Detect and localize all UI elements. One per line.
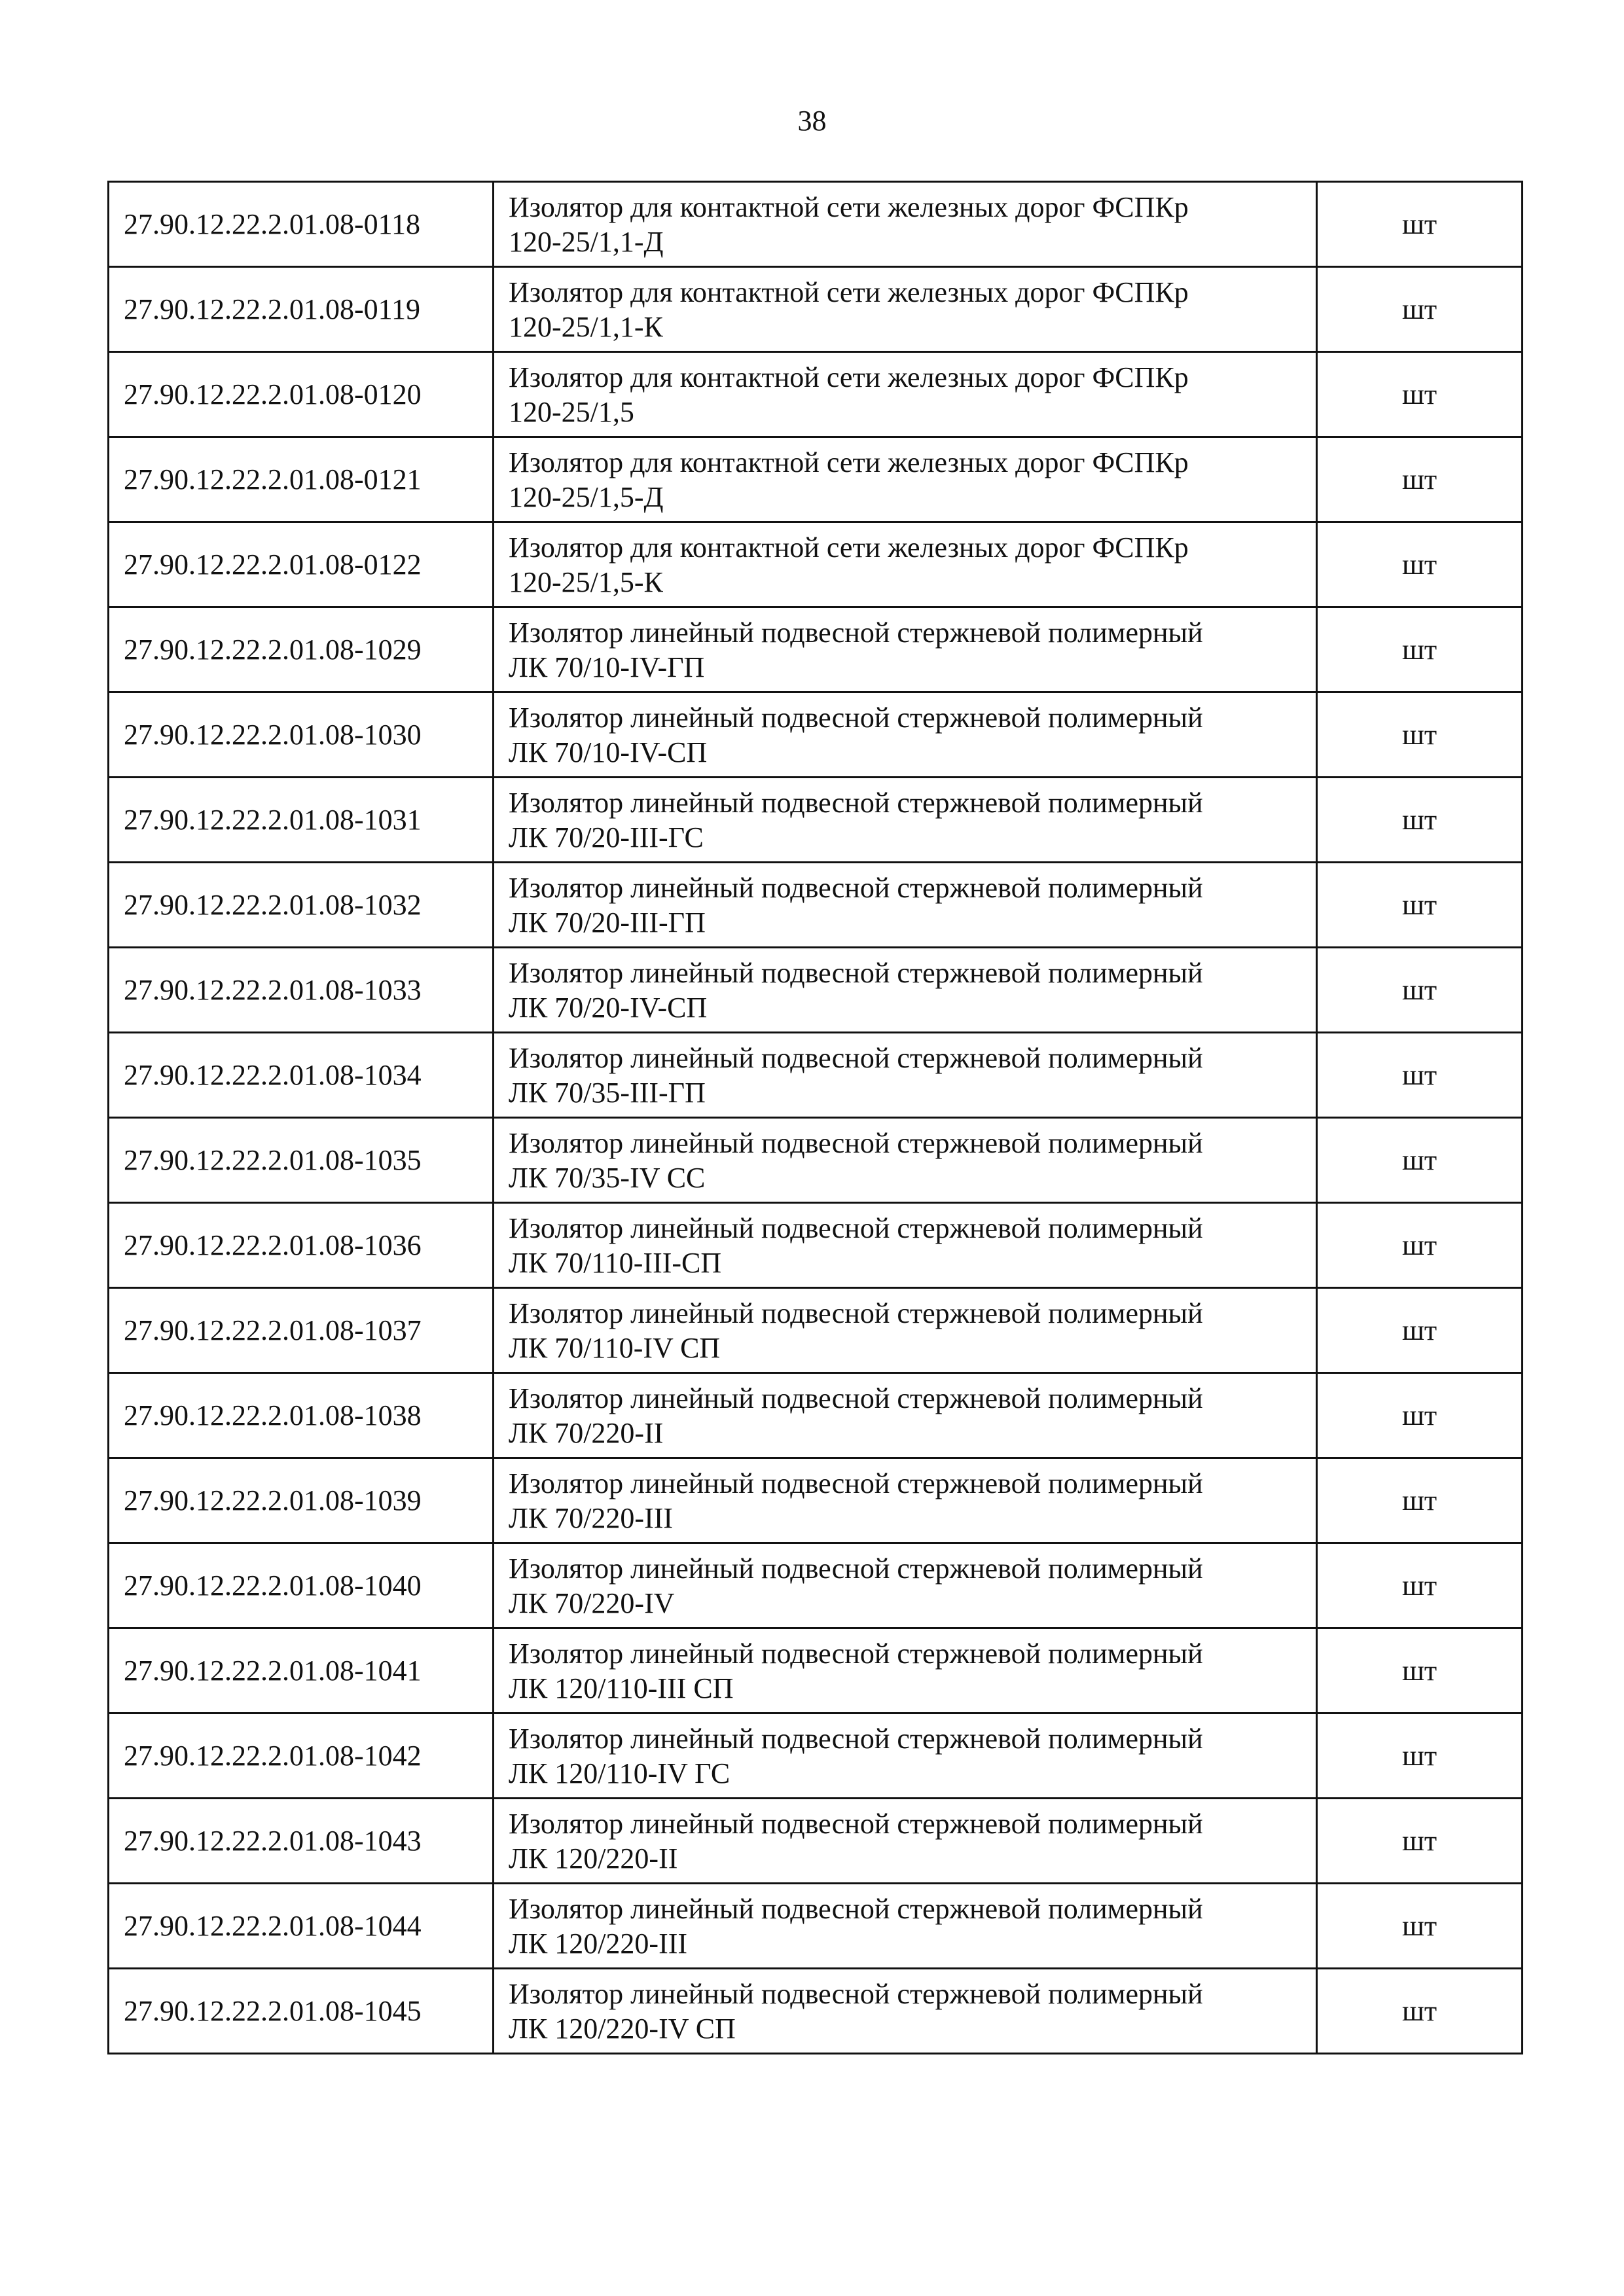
unit-cell: шт xyxy=(1317,437,1523,522)
code-cell: 27.90.12.22.2.01.08-1031 xyxy=(109,778,494,863)
unit-cell: шт xyxy=(1317,607,1523,692)
name-line-2: ЛК 70/10-IV-СП xyxy=(509,736,708,768)
code-cell: 27.90.12.22.2.01.08-1038 xyxy=(109,1373,494,1458)
code-cell: 27.90.12.22.2.01.08-1037 xyxy=(109,1288,494,1373)
unit-cell: шт xyxy=(1317,1458,1523,1543)
name-line-1: Изолятор линейный подвесной стержневой полимерный xyxy=(509,1722,1203,1755)
code-cell: 27.90.12.22.2.01.08-1032 xyxy=(109,863,494,948)
table-row xyxy=(109,1033,1523,1118)
table-row xyxy=(109,692,1523,778)
code-cell: 27.90.12.22.2.01.08-1041 xyxy=(109,1628,494,1713)
code-cell: 27.90.12.22.2.01.08-1035 xyxy=(109,1118,494,1203)
unit-cell: шт xyxy=(1317,1203,1523,1288)
name-line-1: Изолятор линейный подвесной стержневой полимерный xyxy=(509,1467,1203,1499)
table-row xyxy=(109,1118,1523,1203)
name-cell xyxy=(494,1033,1317,1118)
code-cell: 27.90.12.22.2.01.08-0119 xyxy=(109,267,494,352)
table-row xyxy=(109,948,1523,1033)
name-cell xyxy=(494,437,1317,522)
name-line-1: Изолятор для контактной сети железных дорог ФСПКр xyxy=(509,531,1189,564)
name-line-2: ЛК 70/220-III xyxy=(509,1501,674,1534)
name-line-1: Изолятор для контактной сети железных дорог ФСПКр xyxy=(509,446,1189,478)
name-line-2: ЛК 70/35-III-ГП xyxy=(509,1076,706,1109)
name-cell xyxy=(494,522,1317,607)
table-row xyxy=(109,1628,1523,1713)
name-line-2: 120-25/1,1-К xyxy=(509,310,663,343)
unit-cell: шт xyxy=(1317,182,1523,267)
code-cell: 27.90.12.22.2.01.08-1042 xyxy=(109,1713,494,1799)
table-row xyxy=(109,1969,1523,2054)
name-line-2: ЛК 120/110-III СП xyxy=(509,1672,734,1704)
name-line-1: Изолятор линейный подвесной стержневой полимерный xyxy=(509,1892,1203,1925)
name-line-2: 120-25/1,5-К xyxy=(509,565,663,598)
name-line-2: ЛК 120/220-III xyxy=(509,1927,688,1960)
name-line-2: 120-25/1,5-Д xyxy=(509,480,664,513)
name-line-1: Изолятор линейный подвесной стержневой полимерный xyxy=(509,1807,1203,1840)
table-row xyxy=(109,267,1523,352)
name-cell xyxy=(494,352,1317,437)
name-line-2: ЛК 120/220-II xyxy=(509,1842,678,1874)
name-line-1: Изолятор линейный подвесной стержневой полимерный xyxy=(509,1297,1203,1329)
name-cell xyxy=(494,1203,1317,1288)
unit-cell: шт xyxy=(1317,1118,1523,1203)
unit-cell: шт xyxy=(1317,1884,1523,1969)
name-line-1: Изолятор линейный подвесной стержневой полимерный xyxy=(509,1637,1203,1670)
unit-cell: шт xyxy=(1317,1543,1523,1628)
page-number: 38 xyxy=(797,105,827,137)
name-line-1: Изолятор для контактной сети железных дорог ФСПКр xyxy=(509,276,1189,308)
name-cell xyxy=(494,1969,1317,2054)
table-row xyxy=(109,352,1523,437)
table-row xyxy=(109,1458,1523,1543)
name-line-2: ЛК 70/35-IV СС xyxy=(509,1161,706,1194)
code-cell: 27.90.12.22.2.01.08-0122 xyxy=(109,522,494,607)
name-line-1: Изолятор линейный подвесной стержневой полимерный xyxy=(509,1552,1203,1585)
name-line-2: ЛК 70/110-III-СП xyxy=(509,1246,722,1279)
unit-cell: шт xyxy=(1317,1628,1523,1713)
unit-cell: шт xyxy=(1317,522,1523,607)
table-row xyxy=(109,522,1523,607)
name-cell xyxy=(494,607,1317,692)
code-cell: 27.90.12.22.2.01.08-0121 xyxy=(109,437,494,522)
table-row xyxy=(109,437,1523,522)
unit-cell: шт xyxy=(1317,948,1523,1033)
name-line-1: Изолятор для контактной сети железных дорог ФСПКр xyxy=(509,190,1189,223)
name-cell xyxy=(494,1543,1317,1628)
name-cell xyxy=(494,778,1317,863)
name-line-2: ЛК 70/20-IV-СП xyxy=(509,991,708,1024)
name-line-2: ЛК 70/10-IV-ГП xyxy=(509,651,705,683)
name-line-2: ЛК 70/20-III-ГП xyxy=(509,906,706,939)
table-row xyxy=(109,1373,1523,1458)
code-cell: 27.90.12.22.2.01.08-1039 xyxy=(109,1458,494,1543)
name-cell xyxy=(494,1713,1317,1799)
name-line-2: ЛК 70/220-IV xyxy=(509,1587,675,1619)
code-cell: 27.90.12.22.2.01.08-1033 xyxy=(109,948,494,1033)
resource-table xyxy=(107,181,1523,2054)
unit-cell: шт xyxy=(1317,863,1523,948)
name-line-2: 120-25/1,1-Д xyxy=(509,225,664,258)
name-cell xyxy=(494,863,1317,948)
unit-cell: шт xyxy=(1317,1033,1523,1118)
name-cell xyxy=(494,1373,1317,1458)
name-line-1: Изолятор линейный подвесной стержневой полимерный xyxy=(509,1211,1203,1244)
table-row xyxy=(109,1884,1523,1969)
table-row xyxy=(109,1288,1523,1373)
table-row xyxy=(109,1713,1523,1799)
name-line-2: ЛК 120/220-IV СП xyxy=(509,2012,736,2045)
name-line-1: Изолятор линейный подвесной стержневой полимерный xyxy=(509,786,1203,819)
unit-cell: шт xyxy=(1317,778,1523,863)
name-cell xyxy=(494,182,1317,267)
code-cell: 27.90.12.22.2.01.08-1029 xyxy=(109,607,494,692)
name-cell xyxy=(494,1628,1317,1713)
table-body xyxy=(109,182,1523,2054)
unit-cell: шт xyxy=(1317,1969,1523,2054)
name-cell xyxy=(494,267,1317,352)
code-cell: 27.90.12.22.2.01.08-1044 xyxy=(109,1884,494,1969)
table-row xyxy=(109,863,1523,948)
name-cell xyxy=(494,692,1317,778)
name-line-2: ЛК 70/220-II xyxy=(509,1416,664,1449)
name-line-2: ЛК 120/110-IV ГС xyxy=(509,1757,731,1789)
unit-cell: шт xyxy=(1317,1288,1523,1373)
name-line-1: Изолятор линейный подвесной стержневой полимерный xyxy=(509,1977,1203,2010)
table-row xyxy=(109,182,1523,267)
code-cell: 27.90.12.22.2.01.08-1036 xyxy=(109,1203,494,1288)
name-cell xyxy=(494,1799,1317,1884)
name-line-2: 120-25/1,5 xyxy=(509,395,634,428)
name-cell xyxy=(494,948,1317,1033)
name-line-1: Изолятор линейный подвесной стержневой полимерный xyxy=(509,1041,1203,1074)
unit-cell: шт xyxy=(1317,1713,1523,1799)
table-row xyxy=(109,1203,1523,1288)
name-line-1: Изолятор линейный подвесной стержневой полимерный xyxy=(509,1382,1203,1414)
name-line-2: ЛК 70/110-IV СП xyxy=(509,1331,721,1364)
name-line-1: Изолятор линейный подвесной стержневой полимерный xyxy=(509,616,1203,649)
unit-cell: шт xyxy=(1317,1373,1523,1458)
name-line-1: Изолятор линейный подвесной стержневой полимерный xyxy=(509,701,1203,734)
name-cell xyxy=(494,1458,1317,1543)
code-cell: 27.90.12.22.2.01.08-1043 xyxy=(109,1799,494,1884)
unit-cell: шт xyxy=(1317,352,1523,437)
table-row xyxy=(109,1799,1523,1884)
name-line-1: Изолятор линейный подвесной стержневой полимерный xyxy=(509,871,1203,904)
code-cell: 27.90.12.22.2.01.08-1034 xyxy=(109,1033,494,1118)
table-row xyxy=(109,607,1523,692)
code-cell: 27.90.12.22.2.01.08-1040 xyxy=(109,1543,494,1628)
code-cell: 27.90.12.22.2.01.08-1030 xyxy=(109,692,494,778)
name-line-1: Изолятор для контактной сети железных дорог ФСПКр xyxy=(509,361,1189,393)
name-line-1: Изолятор линейный подвесной стержневой полимерный xyxy=(509,1126,1203,1159)
name-line-2: ЛК 70/20-III-ГС xyxy=(509,821,704,853)
code-cell: 27.90.12.22.2.01.08-0120 xyxy=(109,352,494,437)
name-line-1: Изолятор линейный подвесной стержневой полимерный xyxy=(509,956,1203,989)
name-cell xyxy=(494,1118,1317,1203)
name-cell xyxy=(494,1884,1317,1969)
table-row xyxy=(109,778,1523,863)
name-cell xyxy=(494,1288,1317,1373)
unit-cell: шт xyxy=(1317,267,1523,352)
code-cell: 27.90.12.22.2.01.08-1045 xyxy=(109,1969,494,2054)
table-row xyxy=(109,1543,1523,1628)
unit-cell: шт xyxy=(1317,692,1523,778)
code-cell: 27.90.12.22.2.01.08-0118 xyxy=(109,182,494,267)
unit-cell: шт xyxy=(1317,1799,1523,1884)
